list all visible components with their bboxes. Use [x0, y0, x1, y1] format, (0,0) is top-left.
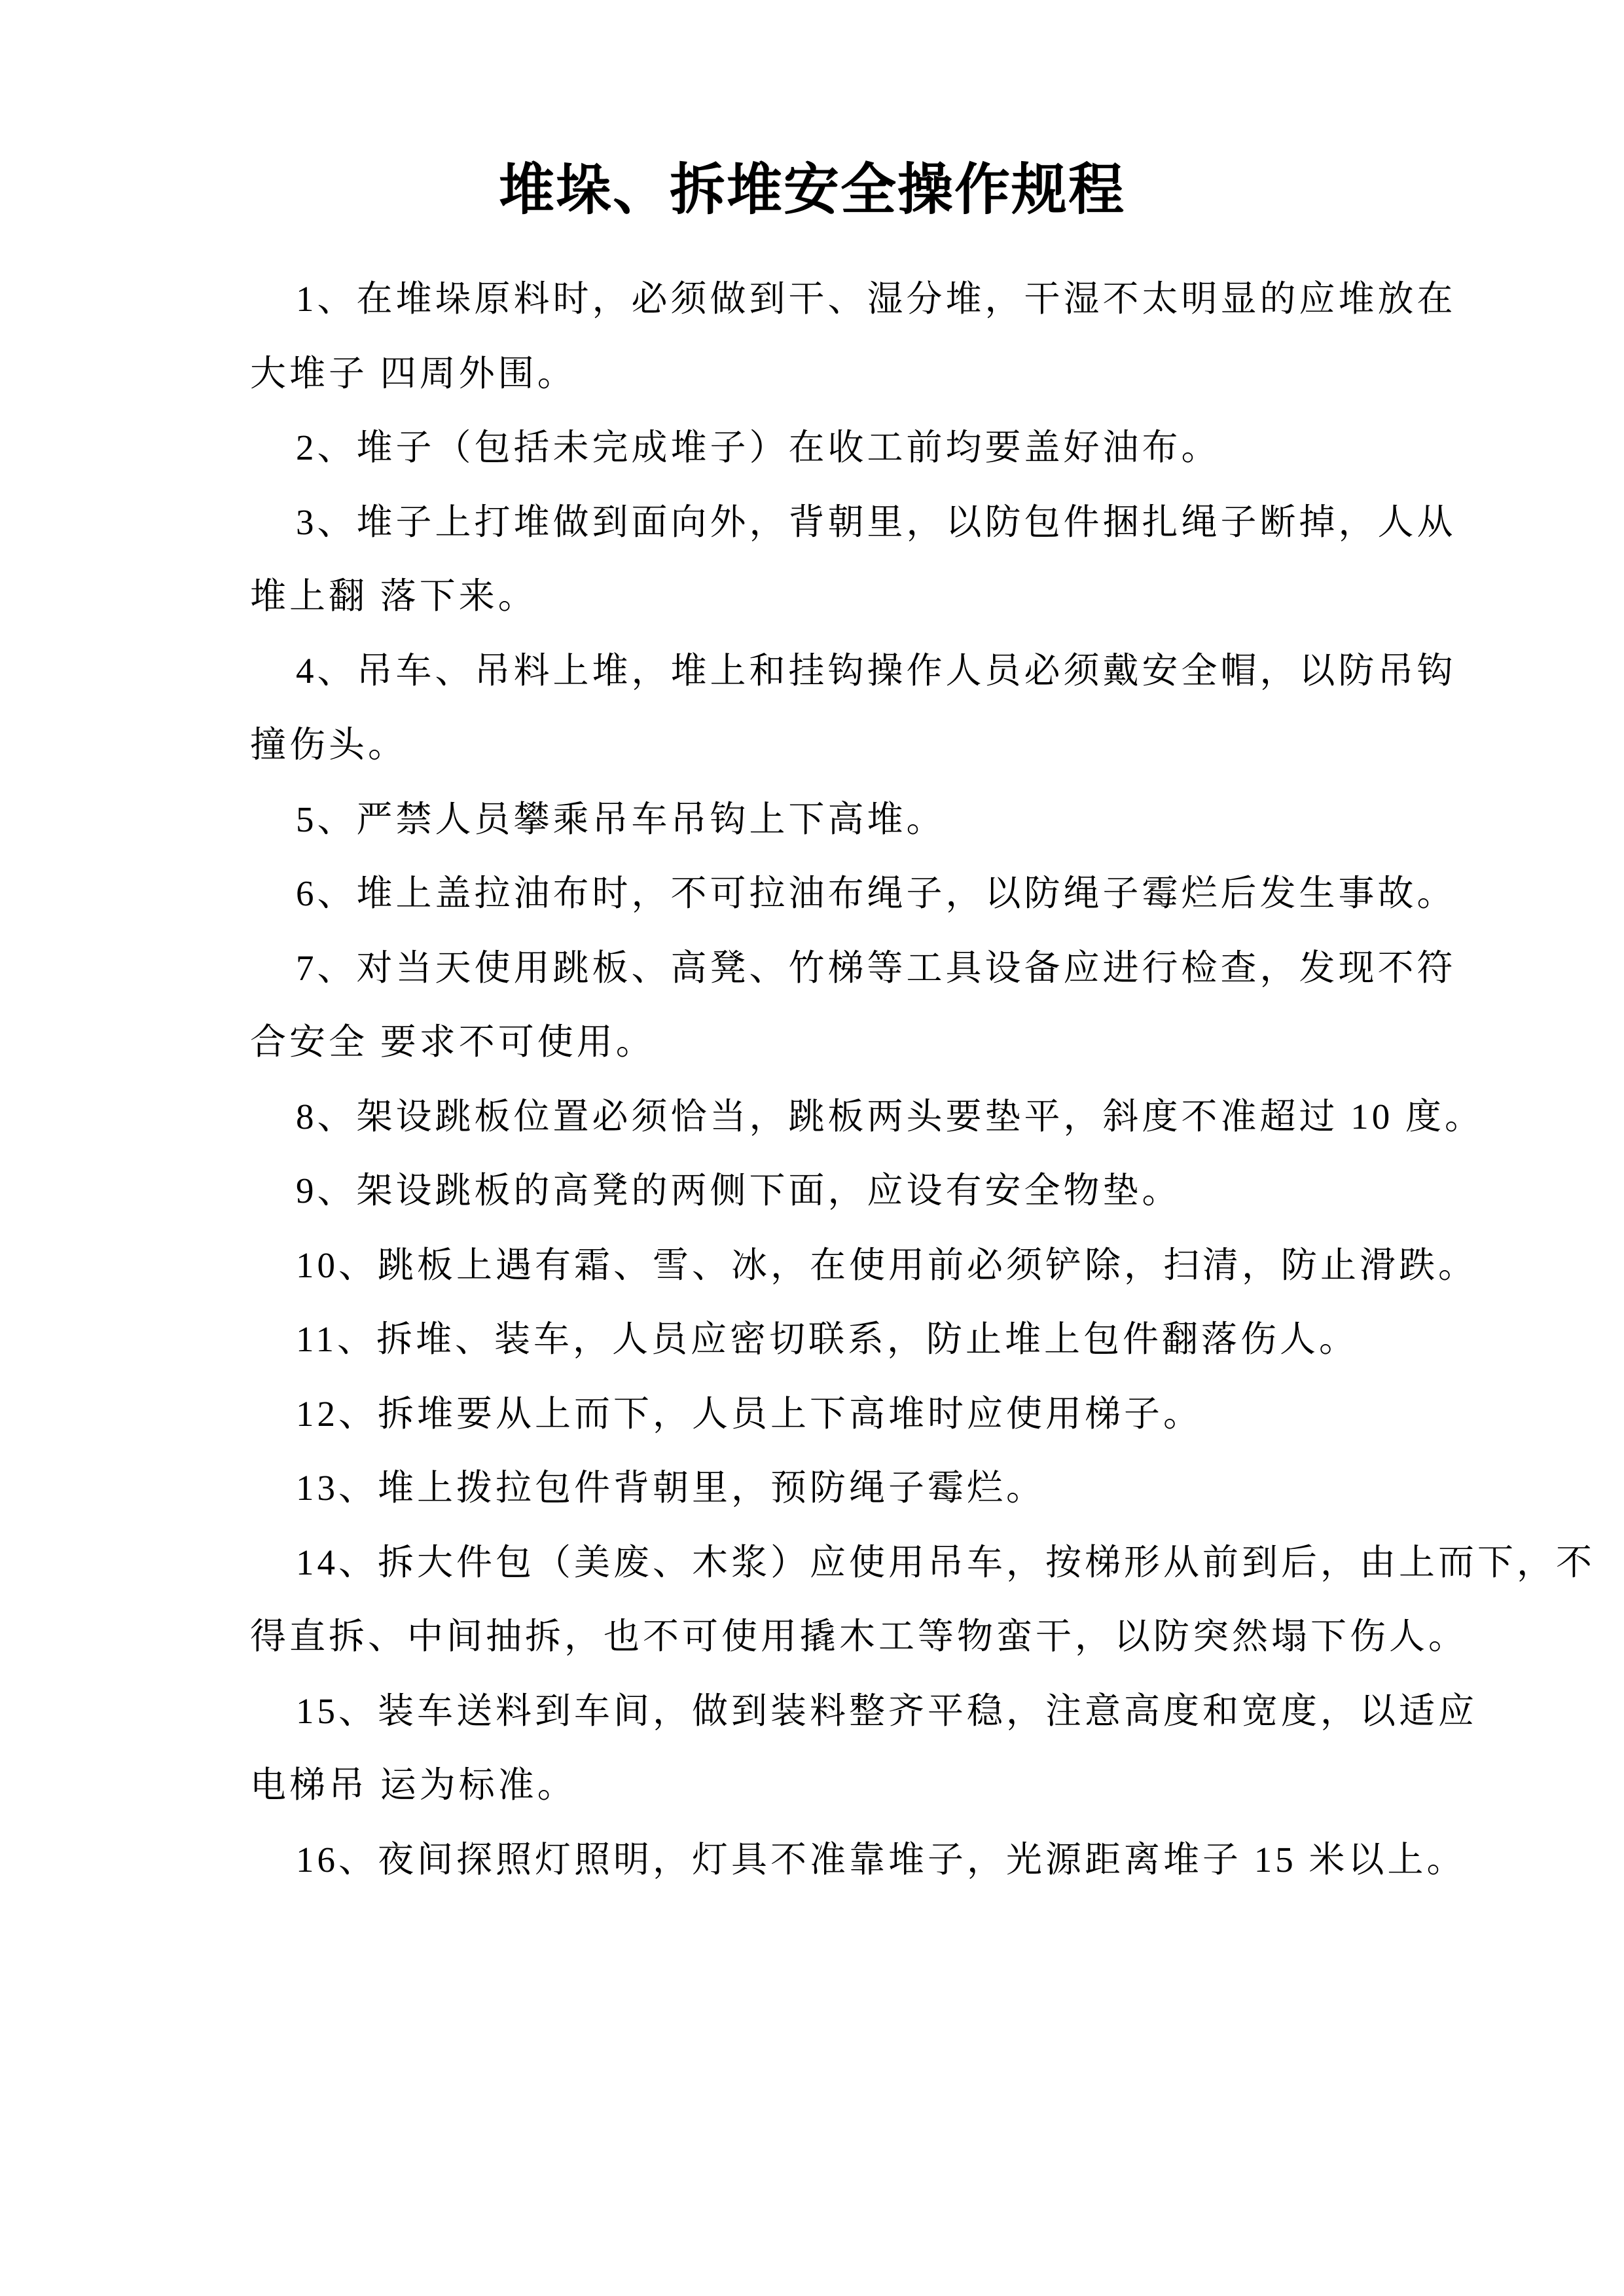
rule-4-line-2: 撞伤头。 — [250, 725, 408, 765]
rule-item-8 — [250, 1080, 1624, 1154]
rule-item-10 — [250, 1228, 1624, 1303]
rule-item-1 — [250, 262, 1624, 410]
rule-7-line-1: 7、对当天使用跳板、高凳、竹梯等工具设备应进行检查，发现不符 — [296, 947, 1456, 988]
rule-14-line-1: 14、拆大件包（美废、木浆）应使用吊车，按梯形从前到后，由上而下，不 — [296, 1542, 1596, 1582]
rule-6-line-1: 6、堆上盖拉油布时，不可拉油布绳子，以防绳子霉烂后发生事故。 — [296, 873, 1456, 913]
rule-10-line-1: 10、跳板上遇有霜、雪、冰，在使用前必须铲除，扫清，防止滑跌。 — [296, 1245, 1478, 1285]
rule-item-12 — [250, 1377, 1624, 1451]
rule-item-16 — [250, 1823, 1624, 1897]
document-body — [0, 262, 1624, 1897]
rule-13-line-1: 13、堆上拨拉包件背朝里，预防绳子霉烂。 — [296, 1468, 1046, 1508]
rule-12-line-1: 12、拆堆要从上而下，人员上下高堆时应使用梯子。 — [296, 1393, 1203, 1434]
rule-item-2 — [250, 410, 1624, 485]
rule-item-3 — [250, 485, 1624, 634]
rule-item-4 — [250, 634, 1624, 782]
rule-item-15 — [250, 1674, 1624, 1823]
rule-item-6 — [250, 856, 1624, 931]
rule-8-line-1: 8、架设跳板位置必须恰当，跳板两头要垫平，斜度不准超过 10 度。 — [296, 1096, 1485, 1137]
rule-3-line-1: 3、堆子上打堆做到面向外，背朝里，以防包件捆扎绳子断掉，人从 — [296, 501, 1456, 542]
rule-16-line-1: 16、夜间探照灯照明，灯具不准靠堆子，光源距离堆子 15 米以上。 — [296, 1839, 1466, 1880]
page-title: 堆垛、拆堆安全操作规程 — [498, 160, 1125, 221]
rule-1-line-2: 大堆子 四周外围。 — [250, 353, 577, 393]
rule-3-line-2: 堆上翻 落下来。 — [250, 576, 537, 616]
rule-15-line-2: 电梯吊 运为标准。 — [250, 1765, 577, 1805]
rule-7-line-2: 合安全 要求不可使用。 — [250, 1022, 655, 1062]
rule-item-5 — [250, 782, 1624, 857]
rule-9-line-1: 9、架设跳板的高凳的两侧下面，应设有安全物垫。 — [296, 1171, 1182, 1211]
rule-11-line-1: 11、拆堆、装车，人员应密切联系，防止堆上包件翻落伤人。 — [296, 1319, 1358, 1359]
rule-item-9 — [250, 1154, 1624, 1228]
rule-14-line-2: 得直拆、中间抽拆，也不可使用撬木工等物蛮干，以防突然塌下伤人。 — [250, 1616, 1468, 1656]
rule-item-11 — [250, 1302, 1624, 1377]
rule-item-14 — [250, 1525, 1624, 1674]
rule-item-7 — [250, 931, 1624, 1080]
rule-1-line-1: 1、在堆垛原料时，必须做到干、湿分堆，干湿不太明显的应堆放在 — [296, 279, 1456, 319]
rule-2-line-1: 2、堆子（包括未完成堆子）在收工前均要盖好油布。 — [296, 428, 1221, 467]
rule-4-line-1: 4、吊车、吊料上堆，堆上和挂钩操作人员必须戴安全帽，以防吊钩 — [296, 650, 1456, 691]
rule-item-13 — [250, 1451, 1624, 1525]
rule-5-line-1: 5、严禁人员攀乘吊车吊钩上下高堆。 — [296, 799, 946, 839]
rule-15-line-1: 15、装车送料到车间，做到装料整齐平稳，注意高度和宽度，以适应 — [296, 1690, 1478, 1731]
